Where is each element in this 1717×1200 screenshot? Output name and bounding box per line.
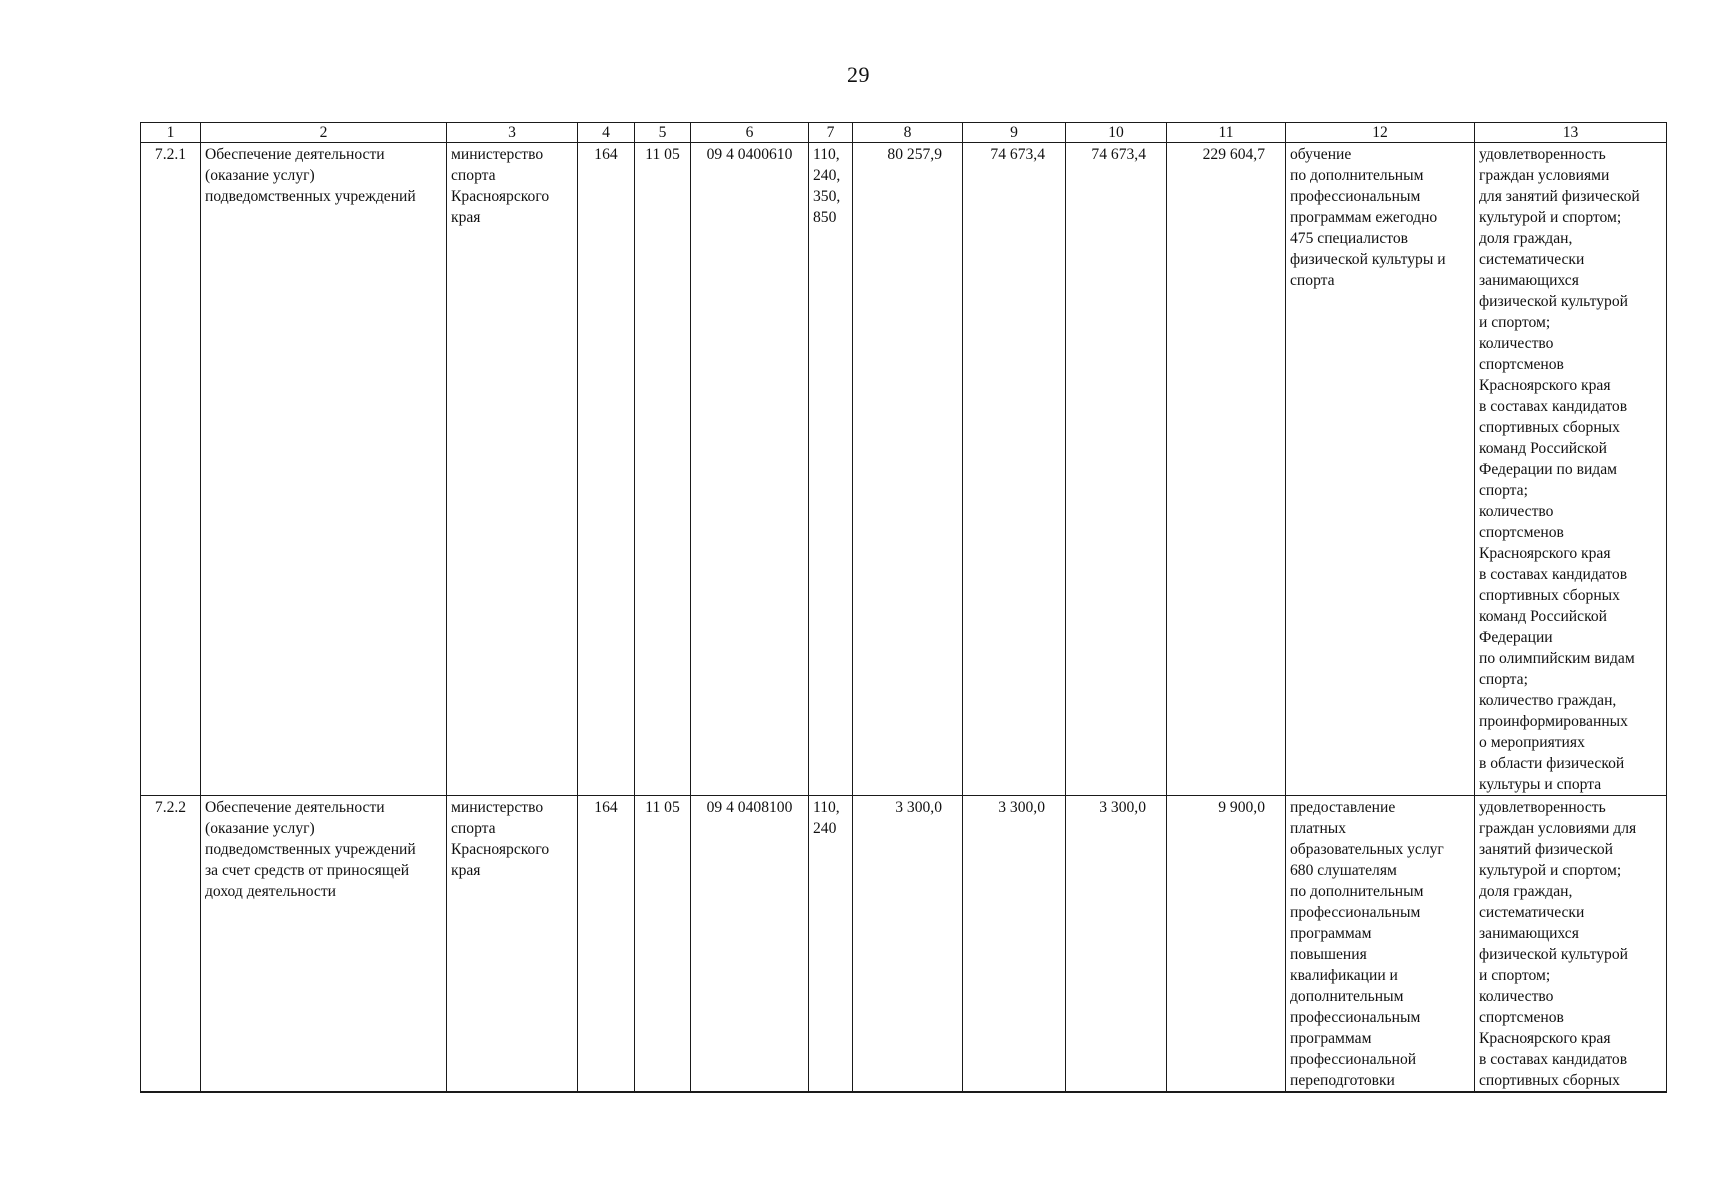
column-header: 2 (201, 123, 447, 143)
csr-code: 09 4 0408100 (691, 796, 809, 1093)
expected-result: предоставление платных образовательных услуг 680 слушателям по дополнительным профессиональным программам повышения квалификации и дополнительным профессиональным программам профессиональной переподготовки (1286, 796, 1475, 1093)
indicators: удовлетворенность граждан условиями для занятий физической культурой и спортом; доля граждан, систематически занимающихся физической культурой и спортом; количество спортсменов Красноярского края в составах кандидатов спортивных сборных (1475, 796, 1667, 1093)
column-header: 6 (691, 123, 809, 143)
page-number: 29 (847, 62, 870, 87)
table-header-row (141, 123, 1667, 143)
table-row (141, 143, 1667, 796)
column-header: 3 (447, 123, 578, 143)
column-header: 7 (809, 123, 853, 143)
year2-amount: 74 673,4 (963, 143, 1066, 796)
indicators: удовлетворенность граждан условиями для занятий физической культурой и спортом; доля граждан, систематически занимающихся физической культурой и спортом; количество спортсменов Красноярского края в составах кандидатов спортивных сборных команд Российской Федерации по видам спорта; количество спортсменов Красноярского края в составах кандидатов спортивных сборных команд Российской Федерации по олимпийским видам спорта; количество граждан, проинформированных о мероприятиях в области физической культуры и спорта (1475, 143, 1667, 796)
row-code: 7.2.1 (141, 143, 201, 796)
total-amount: 229 604,7 (1167, 143, 1286, 796)
year3-amount: 3 300,0 (1066, 796, 1167, 1093)
vr-code: 110, 240 (809, 796, 853, 1093)
column-header: 8 (853, 123, 963, 143)
vr-code: 110, 240, 350, 850 (809, 143, 853, 796)
rzpr-code: 11 05 (635, 143, 691, 796)
row-code: 7.2.2 (141, 796, 201, 1093)
column-header: 12 (1286, 123, 1475, 143)
executor: министерство спорта Красноярского края (447, 143, 578, 796)
column-header: 10 (1066, 123, 1167, 143)
column-header: 4 (578, 123, 635, 143)
csr-code: 09 4 0400610 (691, 143, 809, 796)
table-row (141, 796, 1667, 1093)
column-header: 13 (1475, 123, 1667, 143)
total-amount: 9 900,0 (1167, 796, 1286, 1093)
expected-result: обучение по дополнительным профессиональным программам ежегодно 475 специалистов физической культуры и спорта (1286, 143, 1475, 796)
executor: министерство спорта Красноярского края (447, 796, 578, 1093)
grbs-code: 164 (578, 143, 635, 796)
year1-amount: 80 257,9 (853, 143, 963, 796)
rzpr-code: 11 05 (635, 796, 691, 1093)
activity-name: Обеспечение деятельности (оказание услуг) подведомственных учреждений (201, 143, 447, 796)
column-header: 1 (141, 123, 201, 143)
activity-name: Обеспечение деятельности (оказание услуг) подведомственных учреждений за счет средств от приносящей доход деятельности (201, 796, 447, 1093)
year1-amount: 3 300,0 (853, 796, 963, 1093)
year3-amount: 74 673,4 (1066, 143, 1167, 796)
column-header: 9 (963, 123, 1066, 143)
column-header: 5 (635, 123, 691, 143)
budget-table (140, 122, 1667, 1093)
column-header: 11 (1167, 123, 1286, 143)
grbs-code: 164 (578, 796, 635, 1093)
year2-amount: 3 300,0 (963, 796, 1066, 1093)
